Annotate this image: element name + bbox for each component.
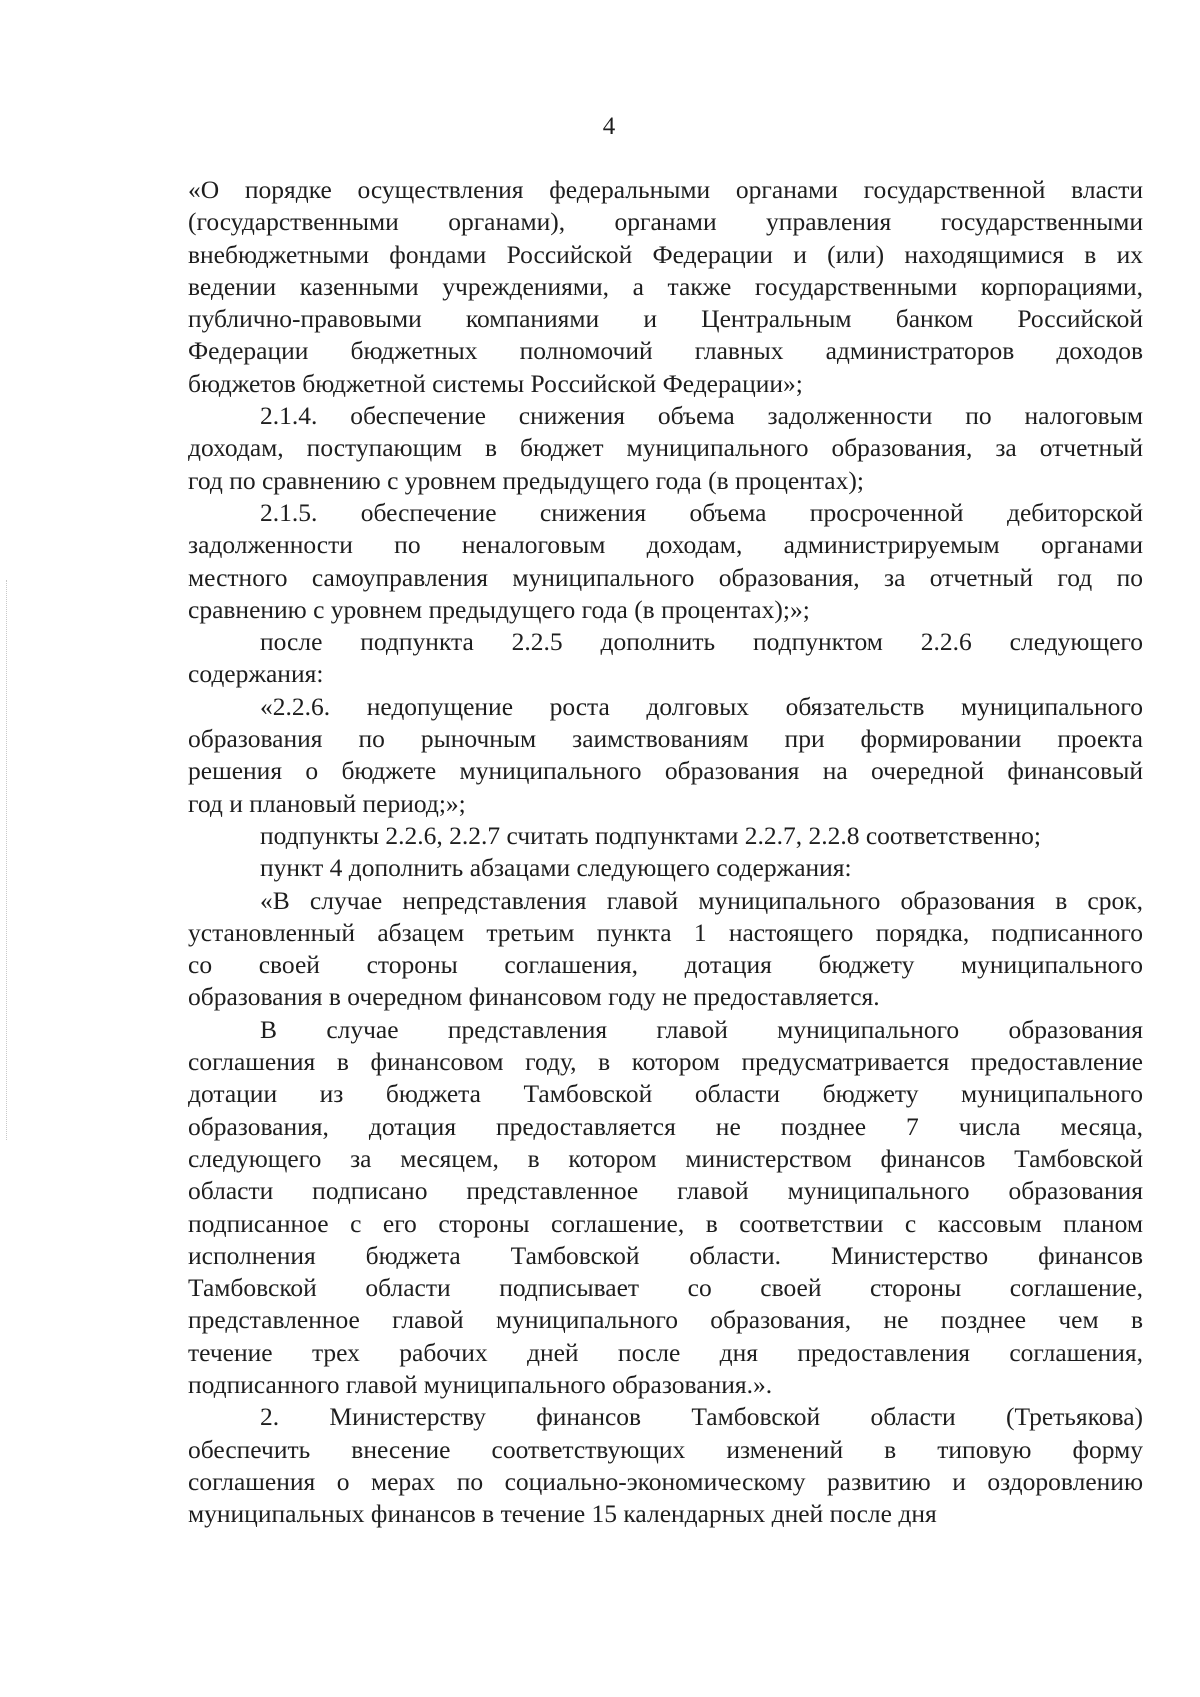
text-line: сравнению с уровнем предыдущего года (в процентах);»; <box>188 594 810 624</box>
paragraph-p-submission <box>188 1014 1143 1402</box>
paragraph-p-2-1-5 <box>188 497 1143 626</box>
text-line: местного самоуправления муниципального образования, за отчетный год по <box>188 562 1143 592</box>
text-line: установленный абзацем третьим пункта 1 настоящего порядка, подписанного <box>188 917 1143 947</box>
paragraph-p-renumber <box>188 820 1143 852</box>
paragraph-quote-title <box>188 174 1143 400</box>
text-line: дотации из бюджета Тамбовской области бюджету муниципального <box>188 1079 1143 1109</box>
paragraph-p-point-4 <box>188 852 1143 884</box>
text-line: соглашения в финансовом году, в котором предусматривается предоставление <box>188 1047 1143 1077</box>
text-line: муниципальных финансов в течение 15 календарных дней после дня <box>188 1499 937 1529</box>
text-line: бюджетов бюджетной системы Российской Федерации»; <box>188 368 803 398</box>
text-line: области подписано представленное главой муниципального образования <box>188 1176 1143 1206</box>
paragraph-p-after-2-2-5 <box>188 626 1143 691</box>
text-line: год и плановый период;»; <box>188 788 466 818</box>
text-line: представленное главой муниципального образования, не позднее чем в <box>188 1305 1143 1335</box>
scan-margin-artifact <box>6 580 9 1140</box>
text-line: 2. Министерству финансов Тамбовской области (Третьякова) <box>260 1402 1143 1432</box>
text-line: подписанное с его стороны соглашение, в соответствии с кассовым планом <box>188 1208 1143 1238</box>
page-number: 4 <box>602 113 616 140</box>
text-line: исполнения бюджета Тамбовской области. Министерство финансов <box>188 1240 1143 1270</box>
text-line: пункт 4 дополнить абзацами следующего содержания: <box>260 853 852 883</box>
text-line: «2.2.6. недопущение роста долговых обязательств муниципального <box>260 691 1143 721</box>
paragraph-p-2-ministry <box>188 1401 1143 1530</box>
text-line: «О порядке осуществления федеральными органами государственной власти <box>188 175 1143 204</box>
document-body <box>188 174 1143 1530</box>
text-line: внебюджетными фондами Российской Федерации и (или) находящимися в их <box>188 239 1143 269</box>
text-line: год по сравнению с уровнем предыдущего года (в процентах); <box>188 465 864 495</box>
text-line: задолженности по неналоговым доходам, администрируемым органами <box>188 530 1143 560</box>
text-line: Тамбовской области подписывает со своей стороны соглашение, <box>188 1273 1143 1303</box>
text-line: подпункты 2.2.6, 2.2.7 считать подпунктами 2.2.7, 2.2.8 соответственно; <box>260 820 1041 850</box>
text-line: после подпункта 2.2.5 дополнить подпунктом 2.2.6 следующего <box>260 627 1143 657</box>
text-line: со своей стороны соглашения, дотация бюджету муниципального <box>188 950 1143 980</box>
text-line: «В случае непредставления главой муниципального образования в срок, <box>260 885 1143 915</box>
text-line: соглашения о мерах по социально-экономическому развитию и оздоровлению <box>188 1466 1143 1496</box>
text-line: течение трех рабочих дней после дня предоставления соглашения, <box>188 1337 1143 1367</box>
text-line: подписанного главой муниципального образования.». <box>188 1369 773 1399</box>
paragraph-p-2-2-6 <box>188 691 1143 820</box>
text-line: доходам, поступающим в бюджет муниципального образования, за отчетный <box>188 433 1143 463</box>
text-line: образования по рыночным заимствованиям при формировании проекта <box>188 724 1143 754</box>
text-line: образования, дотация предоставляется не позднее 7 числа месяца, <box>188 1111 1143 1141</box>
text-line: 2.1.5. обеспечение снижения объема просроченной дебиторской <box>260 497 1143 527</box>
text-line: В случае представления главой муниципального образования <box>260 1014 1143 1044</box>
paragraph-p-non-submission <box>188 885 1143 1014</box>
text-line: (государственными органами), органами управления государственными <box>188 207 1143 237</box>
text-line: Федерации бюджетных полномочий главных администраторов доходов <box>188 336 1143 366</box>
text-line: 2.1.4. обеспечение снижения объема задолженности по налоговым <box>260 401 1143 431</box>
text-line: решения о бюджете муниципального образования на очередной финансовый <box>188 756 1143 786</box>
text-line: образования в очередном финансовом году не предоставляется. <box>188 982 880 1012</box>
paragraph-p-2-1-4 <box>188 400 1143 497</box>
text-line: публично-правовыми компаниями и Центральным банком Российской <box>188 304 1143 334</box>
text-line: обеспечить внесение соответствующих изменений в типовую форму <box>188 1434 1143 1464</box>
text-line: содержания: <box>188 659 324 689</box>
text-line: ведении казенными учреждениями, а также государственными корпорациями, <box>188 271 1143 301</box>
text-line: следующего за месяцем, в котором министерством финансов Тамбовской <box>188 1143 1143 1173</box>
